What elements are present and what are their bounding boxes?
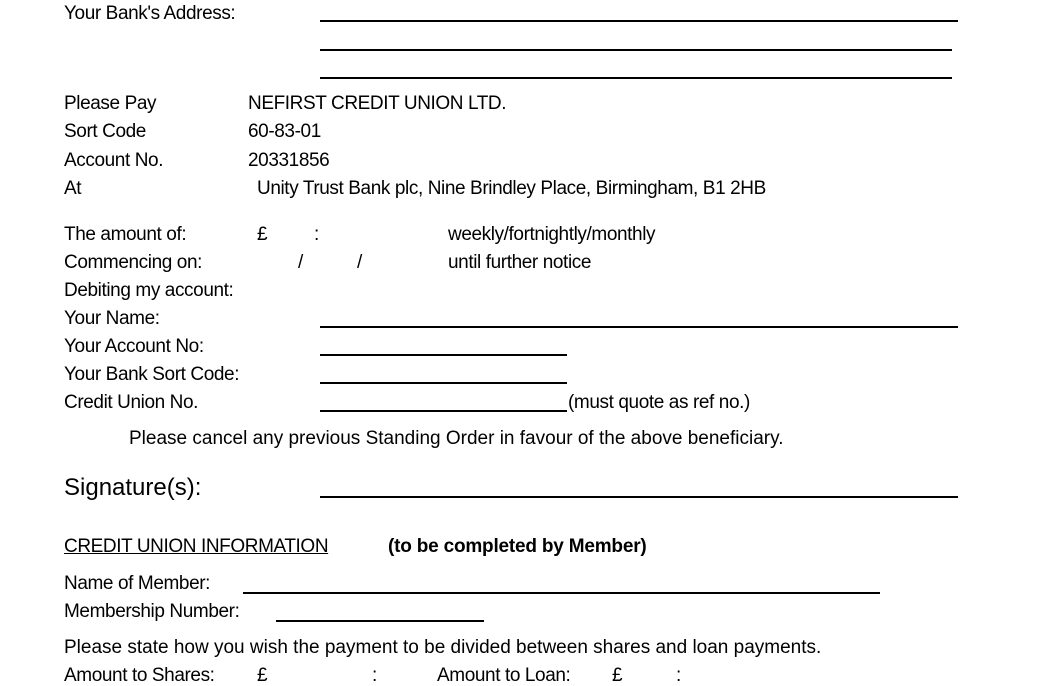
loan-separator: : bbox=[676, 665, 681, 686]
please-pay-label: Please Pay bbox=[64, 93, 157, 114]
bank-address-line-2[interactable] bbox=[320, 49, 952, 51]
cu-info-heading-note: (to be completed by Member) bbox=[388, 536, 647, 557]
cancel-notice: Please cancel any previous Standing Order in favour of the above beneficiary. bbox=[129, 428, 784, 449]
bank-address-label: Your Bank's Address: bbox=[64, 3, 236, 24]
amount-label: The amount of: bbox=[64, 224, 187, 245]
division-instruction: Please state how you wish the payment to be divided between shares and loan payments. bbox=[64, 637, 822, 658]
at-label: At bbox=[64, 178, 82, 199]
amount-to-shares-label: Amount to Shares: bbox=[64, 665, 215, 686]
your-sort-code-field[interactable] bbox=[320, 382, 567, 384]
bank-address-line-3[interactable] bbox=[320, 77, 952, 79]
your-sort-code-label: Your Bank Sort Code: bbox=[64, 364, 240, 385]
currency-symbol: £ bbox=[257, 224, 268, 245]
shares-currency-symbol: £ bbox=[257, 665, 268, 686]
credit-union-no-field[interactable] bbox=[320, 410, 567, 412]
amount-to-loan-label: Amount to Loan: bbox=[437, 665, 571, 686]
shares-separator: : bbox=[372, 665, 377, 686]
your-account-no-field[interactable] bbox=[320, 354, 567, 356]
your-name-field[interactable] bbox=[320, 326, 958, 328]
commencing-label: Commencing on: bbox=[64, 252, 203, 273]
name-of-member-label: Name of Member: bbox=[64, 573, 211, 594]
signature-label: Signature(s): bbox=[64, 474, 202, 501]
signature-field[interactable] bbox=[320, 496, 958, 498]
account-no-label: Account No. bbox=[64, 150, 164, 171]
bank-address-line-1[interactable] bbox=[320, 20, 958, 22]
your-account-no-label: Your Account No: bbox=[64, 336, 204, 357]
amount-separator: : bbox=[314, 224, 319, 245]
membership-number-label: Membership Number: bbox=[64, 601, 240, 622]
membership-number-field[interactable] bbox=[276, 620, 484, 622]
account-no-value: 20331856 bbox=[248, 150, 330, 171]
name-of-member-field[interactable] bbox=[243, 592, 880, 594]
date-separator-2: / bbox=[357, 252, 362, 273]
credit-union-no-label: Credit Union No. bbox=[64, 392, 199, 413]
until-further-notice: until further notice bbox=[448, 252, 592, 273]
sort-code-label: Sort Code bbox=[64, 121, 146, 142]
frequency-options: weekly/fortnightly/monthly bbox=[448, 224, 656, 245]
sort-code-value: 60-83-01 bbox=[248, 121, 321, 142]
ref-note: (must quote as ref no.) bbox=[568, 392, 750, 413]
debiting-label: Debiting my account: bbox=[64, 280, 234, 301]
cu-info-heading: CREDIT UNION INFORMATION bbox=[64, 536, 329, 557]
loan-currency-symbol: £ bbox=[612, 665, 623, 686]
bank-branch-address: Unity Trust Bank plc, Nine Brindley Place, Birmingham, B1 2HB bbox=[257, 178, 766, 199]
please-pay-value: NEFIRST CREDIT UNION LTD. bbox=[248, 93, 507, 114]
date-separator-1: / bbox=[298, 252, 303, 273]
your-name-label: Your Name: bbox=[64, 308, 160, 329]
